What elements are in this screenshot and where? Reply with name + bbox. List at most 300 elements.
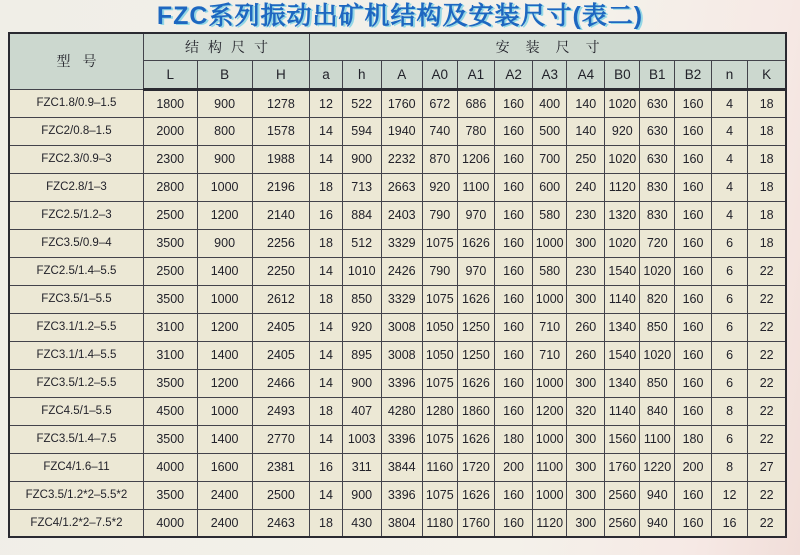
value-cell-B2: 160 bbox=[675, 313, 712, 341]
value-cell-h: 407 bbox=[342, 397, 381, 425]
value-cell-n: 6 bbox=[711, 425, 748, 453]
value-cell-a: 12 bbox=[310, 89, 343, 117]
value-cell-B2: 160 bbox=[675, 173, 712, 201]
value-cell-L: 2500 bbox=[143, 201, 197, 229]
value-cell-B0: 1340 bbox=[605, 369, 640, 397]
value-cell-A: 3804 bbox=[381, 509, 422, 537]
value-cell-a: 18 bbox=[310, 173, 343, 201]
value-cell-n: 6 bbox=[711, 369, 748, 397]
value-cell-A2: 160 bbox=[495, 229, 533, 257]
value-cell-L: 2500 bbox=[143, 257, 197, 285]
table-row bbox=[9, 397, 786, 425]
model-cell: FZC2.8/1–3 bbox=[9, 173, 143, 201]
value-cell-h: 900 bbox=[342, 145, 381, 173]
model-cell: FZC3.5/1.2–5.5 bbox=[9, 369, 143, 397]
value-cell-A4: 300 bbox=[567, 285, 605, 313]
value-cell-A4: 230 bbox=[567, 201, 605, 229]
value-cell-K: 18 bbox=[748, 229, 786, 257]
value-cell-L: 2300 bbox=[143, 145, 197, 173]
value-cell-a: 14 bbox=[310, 341, 343, 369]
value-cell-A2: 160 bbox=[495, 397, 533, 425]
model-cell: FZC3.5/0.9–4 bbox=[9, 229, 143, 257]
value-cell-h: 1003 bbox=[342, 425, 381, 453]
value-cell-L: 4000 bbox=[143, 509, 197, 537]
value-cell-B0: 1020 bbox=[605, 229, 640, 257]
value-cell-A2: 200 bbox=[495, 453, 533, 481]
value-cell-A0: 672 bbox=[422, 89, 457, 117]
value-cell-A1: 686 bbox=[457, 89, 494, 117]
model-cell: FZC4/1.2*2–7.5*2 bbox=[9, 509, 143, 537]
value-cell-A1: 1626 bbox=[457, 425, 494, 453]
value-cell-B1: 830 bbox=[640, 173, 675, 201]
value-cell-B1: 940 bbox=[640, 509, 675, 537]
value-cell-A: 3329 bbox=[381, 229, 422, 257]
value-cell-B1: 850 bbox=[640, 313, 675, 341]
value-cell-n: 4 bbox=[711, 173, 748, 201]
value-cell-A: 1940 bbox=[381, 117, 422, 145]
value-cell-A2: 160 bbox=[495, 509, 533, 537]
value-cell-B1: 630 bbox=[640, 89, 675, 117]
value-cell-B0: 1020 bbox=[605, 89, 640, 117]
value-cell-a: 18 bbox=[310, 397, 343, 425]
value-cell-A1: 1860 bbox=[457, 397, 494, 425]
column-header-a: a bbox=[310, 60, 343, 89]
value-cell-h: 1010 bbox=[342, 257, 381, 285]
value-cell-A: 3396 bbox=[381, 481, 422, 509]
value-cell-B: 1400 bbox=[197, 425, 252, 453]
model-cell: FZC3.5/1.4–7.5 bbox=[9, 425, 143, 453]
value-cell-K: 22 bbox=[748, 341, 786, 369]
value-cell-K: 18 bbox=[748, 201, 786, 229]
value-cell-A: 2403 bbox=[381, 201, 422, 229]
model-cell: FZC4/1.6–11 bbox=[9, 453, 143, 481]
value-cell-H: 2381 bbox=[252, 453, 309, 481]
value-cell-H: 1988 bbox=[252, 145, 309, 173]
value-cell-A1: 1626 bbox=[457, 285, 494, 313]
value-cell-A4: 300 bbox=[567, 509, 605, 537]
value-cell-A1: 1250 bbox=[457, 313, 494, 341]
value-cell-B: 1400 bbox=[197, 341, 252, 369]
value-cell-A1: 1760 bbox=[457, 509, 494, 537]
value-cell-B2: 160 bbox=[675, 89, 712, 117]
model-cell: FZC3.1/1.4–5.5 bbox=[9, 341, 143, 369]
value-cell-A3: 1000 bbox=[533, 369, 567, 397]
model-cell: FZC2.5/1.2–3 bbox=[9, 201, 143, 229]
column-header-A3: A3 bbox=[533, 60, 567, 89]
value-cell-h: 512 bbox=[342, 229, 381, 257]
value-cell-A3: 1000 bbox=[533, 425, 567, 453]
value-cell-A: 3329 bbox=[381, 285, 422, 313]
value-cell-H: 1578 bbox=[252, 117, 309, 145]
value-cell-A3: 700 bbox=[533, 145, 567, 173]
value-cell-B0: 1340 bbox=[605, 313, 640, 341]
table-row bbox=[9, 257, 786, 285]
value-cell-K: 22 bbox=[748, 425, 786, 453]
column-header-H: H bbox=[252, 60, 309, 89]
table-row bbox=[9, 117, 786, 145]
value-cell-h: 594 bbox=[342, 117, 381, 145]
table-row bbox=[9, 201, 786, 229]
value-cell-B: 1600 bbox=[197, 453, 252, 481]
value-cell-A0: 1050 bbox=[422, 313, 457, 341]
value-cell-B2: 160 bbox=[675, 145, 712, 173]
value-cell-A4: 300 bbox=[567, 229, 605, 257]
table-row bbox=[9, 425, 786, 453]
value-cell-A4: 140 bbox=[567, 117, 605, 145]
value-cell-K: 27 bbox=[748, 453, 786, 481]
model-cell: FZC2/0.8–1.5 bbox=[9, 117, 143, 145]
value-cell-B: 1000 bbox=[197, 397, 252, 425]
value-cell-A1: 1626 bbox=[457, 481, 494, 509]
value-cell-H: 2463 bbox=[252, 509, 309, 537]
value-cell-L: 4500 bbox=[143, 397, 197, 425]
value-cell-A: 2426 bbox=[381, 257, 422, 285]
value-cell-B2: 200 bbox=[675, 453, 712, 481]
value-cell-n: 12 bbox=[711, 481, 748, 509]
value-cell-A3: 1000 bbox=[533, 229, 567, 257]
model-cell: FZC3.5/1.2*2–5.5*2 bbox=[9, 481, 143, 509]
value-cell-B2: 160 bbox=[675, 257, 712, 285]
value-cell-A: 2663 bbox=[381, 173, 422, 201]
value-cell-A2: 160 bbox=[495, 201, 533, 229]
spec-table bbox=[8, 32, 787, 538]
value-cell-B: 1200 bbox=[197, 369, 252, 397]
value-cell-A2: 160 bbox=[495, 173, 533, 201]
value-cell-A4: 240 bbox=[567, 173, 605, 201]
value-cell-B: 800 bbox=[197, 117, 252, 145]
value-cell-B0: 1760 bbox=[605, 453, 640, 481]
value-cell-H: 2196 bbox=[252, 173, 309, 201]
value-cell-B2: 160 bbox=[675, 397, 712, 425]
value-cell-B: 1400 bbox=[197, 257, 252, 285]
value-cell-h: 884 bbox=[342, 201, 381, 229]
value-cell-B1: 1100 bbox=[640, 425, 675, 453]
value-cell-L: 3100 bbox=[143, 341, 197, 369]
value-cell-B0: 1120 bbox=[605, 173, 640, 201]
group-header-install-dimensions: 安装尺寸 bbox=[310, 33, 786, 60]
value-cell-L: 3100 bbox=[143, 313, 197, 341]
value-cell-B0: 1320 bbox=[605, 201, 640, 229]
value-cell-A2: 160 bbox=[495, 145, 533, 173]
value-cell-n: 6 bbox=[711, 341, 748, 369]
value-cell-A4: 300 bbox=[567, 369, 605, 397]
value-cell-B1: 850 bbox=[640, 369, 675, 397]
value-cell-a: 14 bbox=[310, 425, 343, 453]
value-cell-h: 900 bbox=[342, 481, 381, 509]
value-cell-H: 2466 bbox=[252, 369, 309, 397]
value-cell-A1: 970 bbox=[457, 201, 494, 229]
value-cell-H: 2250 bbox=[252, 257, 309, 285]
column-header-h: h bbox=[342, 60, 381, 89]
value-cell-B: 1000 bbox=[197, 173, 252, 201]
table-row bbox=[9, 145, 786, 173]
value-cell-A0: 1075 bbox=[422, 481, 457, 509]
value-cell-B0: 1540 bbox=[605, 341, 640, 369]
column-header-A4: A4 bbox=[567, 60, 605, 89]
value-cell-B0: 1020 bbox=[605, 145, 640, 173]
value-cell-A3: 1000 bbox=[533, 481, 567, 509]
value-cell-a: 14 bbox=[310, 145, 343, 173]
value-cell-A1: 970 bbox=[457, 257, 494, 285]
value-cell-H: 2405 bbox=[252, 313, 309, 341]
value-cell-h: 850 bbox=[342, 285, 381, 313]
value-cell-a: 14 bbox=[310, 313, 343, 341]
value-cell-A0: 1075 bbox=[422, 229, 457, 257]
value-cell-L: 2800 bbox=[143, 173, 197, 201]
value-cell-n: 4 bbox=[711, 89, 748, 117]
value-cell-A1: 1626 bbox=[457, 369, 494, 397]
value-cell-A4: 250 bbox=[567, 145, 605, 173]
table-row bbox=[9, 285, 786, 313]
value-cell-B: 1000 bbox=[197, 285, 252, 313]
value-cell-A2: 160 bbox=[495, 89, 533, 117]
value-cell-B2: 160 bbox=[675, 201, 712, 229]
value-cell-L: 3500 bbox=[143, 481, 197, 509]
column-header-B1: B1 bbox=[640, 60, 675, 89]
value-cell-A3: 580 bbox=[533, 257, 567, 285]
column-header-B2: B2 bbox=[675, 60, 712, 89]
model-cell: FZC1.8/0.9–1.5 bbox=[9, 89, 143, 117]
value-cell-A4: 320 bbox=[567, 397, 605, 425]
table-row bbox=[9, 341, 786, 369]
value-cell-A2: 160 bbox=[495, 117, 533, 145]
table-row bbox=[9, 453, 786, 481]
value-cell-B: 900 bbox=[197, 229, 252, 257]
value-cell-B1: 630 bbox=[640, 117, 675, 145]
value-cell-B1: 1020 bbox=[640, 257, 675, 285]
value-cell-A1: 1100 bbox=[457, 173, 494, 201]
value-cell-K: 22 bbox=[748, 481, 786, 509]
value-cell-A0: 790 bbox=[422, 257, 457, 285]
value-cell-h: 311 bbox=[342, 453, 381, 481]
value-cell-B: 2400 bbox=[197, 481, 252, 509]
model-cell: FZC2.5/1.4–5.5 bbox=[9, 257, 143, 285]
value-cell-A1: 1250 bbox=[457, 341, 494, 369]
value-cell-A3: 1120 bbox=[533, 509, 567, 537]
value-cell-a: 16 bbox=[310, 201, 343, 229]
value-cell-B2: 160 bbox=[675, 117, 712, 145]
value-cell-n: 6 bbox=[711, 257, 748, 285]
value-cell-K: 18 bbox=[748, 117, 786, 145]
value-cell-B1: 1220 bbox=[640, 453, 675, 481]
page-title: FZC系列振动出矿机结构及安装尺寸(表二) bbox=[156, 2, 644, 30]
value-cell-A: 4280 bbox=[381, 397, 422, 425]
value-cell-A4: 260 bbox=[567, 313, 605, 341]
value-cell-A: 3396 bbox=[381, 369, 422, 397]
value-cell-B: 900 bbox=[197, 89, 252, 117]
value-cell-n: 4 bbox=[711, 145, 748, 173]
value-cell-n: 4 bbox=[711, 117, 748, 145]
value-cell-A0: 1050 bbox=[422, 341, 457, 369]
value-cell-H: 2500 bbox=[252, 481, 309, 509]
value-cell-A3: 500 bbox=[533, 117, 567, 145]
value-cell-A3: 1000 bbox=[533, 285, 567, 313]
value-cell-A0: 1075 bbox=[422, 285, 457, 313]
table-row bbox=[9, 173, 786, 201]
table-row bbox=[9, 313, 786, 341]
value-cell-K: 22 bbox=[748, 509, 786, 537]
column-header-A0: A0 bbox=[422, 60, 457, 89]
corner-header-model: 型号 bbox=[9, 33, 143, 89]
value-cell-K: 22 bbox=[748, 369, 786, 397]
value-cell-a: 18 bbox=[310, 509, 343, 537]
value-cell-A2: 160 bbox=[495, 369, 533, 397]
value-cell-A4: 140 bbox=[567, 89, 605, 117]
value-cell-A: 3008 bbox=[381, 313, 422, 341]
table-row bbox=[9, 89, 786, 117]
model-cell: FZC2.3/0.9–3 bbox=[9, 145, 143, 173]
value-cell-A3: 580 bbox=[533, 201, 567, 229]
value-cell-h: 900 bbox=[342, 369, 381, 397]
value-cell-A4: 230 bbox=[567, 257, 605, 285]
value-cell-K: 18 bbox=[748, 145, 786, 173]
value-cell-K: 22 bbox=[748, 397, 786, 425]
value-cell-B1: 630 bbox=[640, 145, 675, 173]
value-cell-H: 2770 bbox=[252, 425, 309, 453]
value-cell-h: 895 bbox=[342, 341, 381, 369]
value-cell-B0: 1540 bbox=[605, 257, 640, 285]
value-cell-B2: 180 bbox=[675, 425, 712, 453]
value-cell-n: 6 bbox=[711, 229, 748, 257]
value-cell-a: 16 bbox=[310, 453, 343, 481]
column-header-B0: B0 bbox=[605, 60, 640, 89]
value-cell-B2: 160 bbox=[675, 369, 712, 397]
value-cell-n: 4 bbox=[711, 201, 748, 229]
value-cell-B2: 160 bbox=[675, 341, 712, 369]
value-cell-B: 900 bbox=[197, 145, 252, 173]
value-cell-A4: 300 bbox=[567, 481, 605, 509]
model-cell: FZC3.1/1.2–5.5 bbox=[9, 313, 143, 341]
column-header-A: A bbox=[381, 60, 422, 89]
value-cell-B1: 1020 bbox=[640, 341, 675, 369]
value-cell-a: 14 bbox=[310, 369, 343, 397]
value-cell-A4: 300 bbox=[567, 453, 605, 481]
value-cell-A: 2232 bbox=[381, 145, 422, 173]
value-cell-A0: 790 bbox=[422, 201, 457, 229]
value-cell-L: 1800 bbox=[143, 89, 197, 117]
value-cell-n: 6 bbox=[711, 313, 748, 341]
value-cell-a: 14 bbox=[310, 117, 343, 145]
value-cell-A3: 710 bbox=[533, 341, 567, 369]
value-cell-A1: 1206 bbox=[457, 145, 494, 173]
value-cell-h: 522 bbox=[342, 89, 381, 117]
value-cell-n: 16 bbox=[711, 509, 748, 537]
value-cell-h: 920 bbox=[342, 313, 381, 341]
value-cell-A0: 1160 bbox=[422, 453, 457, 481]
value-cell-A0: 1180 bbox=[422, 509, 457, 537]
value-cell-B0: 920 bbox=[605, 117, 640, 145]
value-cell-H: 2612 bbox=[252, 285, 309, 313]
value-cell-n: 8 bbox=[711, 397, 748, 425]
value-cell-A0: 870 bbox=[422, 145, 457, 173]
table-header bbox=[9, 33, 786, 89]
value-cell-A3: 1100 bbox=[533, 453, 567, 481]
value-cell-A4: 260 bbox=[567, 341, 605, 369]
value-cell-A0: 920 bbox=[422, 173, 457, 201]
value-cell-h: 713 bbox=[342, 173, 381, 201]
value-cell-a: 14 bbox=[310, 257, 343, 285]
table-row bbox=[9, 509, 786, 537]
value-cell-L: 3500 bbox=[143, 285, 197, 313]
value-cell-B1: 820 bbox=[640, 285, 675, 313]
value-cell-A: 3008 bbox=[381, 341, 422, 369]
value-cell-H: 2493 bbox=[252, 397, 309, 425]
value-cell-L: 3500 bbox=[143, 425, 197, 453]
value-cell-B2: 160 bbox=[675, 285, 712, 313]
value-cell-n: 6 bbox=[711, 285, 748, 313]
value-cell-A0: 1075 bbox=[422, 369, 457, 397]
value-cell-a: 18 bbox=[310, 285, 343, 313]
value-cell-L: 4000 bbox=[143, 453, 197, 481]
value-cell-A: 3396 bbox=[381, 425, 422, 453]
value-cell-A2: 160 bbox=[495, 313, 533, 341]
value-cell-B: 2400 bbox=[197, 509, 252, 537]
value-cell-B1: 720 bbox=[640, 229, 675, 257]
value-cell-A: 1760 bbox=[381, 89, 422, 117]
table-row bbox=[9, 369, 786, 397]
value-cell-B0: 1140 bbox=[605, 285, 640, 313]
column-header-K: K bbox=[748, 60, 786, 89]
value-cell-B0: 1560 bbox=[605, 425, 640, 453]
value-cell-H: 2140 bbox=[252, 201, 309, 229]
value-cell-K: 22 bbox=[748, 285, 786, 313]
value-cell-L: 3500 bbox=[143, 369, 197, 397]
group-header-structure-dimensions: 结构尺寸 bbox=[143, 33, 309, 60]
value-cell-A3: 600 bbox=[533, 173, 567, 201]
value-cell-B: 1200 bbox=[197, 313, 252, 341]
value-cell-h: 430 bbox=[342, 509, 381, 537]
value-cell-H: 2256 bbox=[252, 229, 309, 257]
value-cell-A1: 780 bbox=[457, 117, 494, 145]
value-cell-B: 1200 bbox=[197, 201, 252, 229]
value-cell-A4: 300 bbox=[567, 425, 605, 453]
value-cell-A0: 1280 bbox=[422, 397, 457, 425]
value-cell-K: 22 bbox=[748, 257, 786, 285]
column-header-L: L bbox=[143, 60, 197, 89]
value-cell-n: 8 bbox=[711, 453, 748, 481]
value-cell-K: 18 bbox=[748, 173, 786, 201]
value-cell-A1: 1720 bbox=[457, 453, 494, 481]
value-cell-A2: 160 bbox=[495, 481, 533, 509]
value-cell-H: 1278 bbox=[252, 89, 309, 117]
column-header-A1: A1 bbox=[457, 60, 494, 89]
value-cell-L: 2000 bbox=[143, 117, 197, 145]
value-cell-A3: 1200 bbox=[533, 397, 567, 425]
column-header-n: n bbox=[711, 60, 748, 89]
value-cell-B0: 2560 bbox=[605, 481, 640, 509]
value-cell-B0: 1140 bbox=[605, 397, 640, 425]
model-cell: FZC3.5/1–5.5 bbox=[9, 285, 143, 313]
value-cell-B1: 830 bbox=[640, 201, 675, 229]
value-cell-A3: 710 bbox=[533, 313, 567, 341]
value-cell-B1: 840 bbox=[640, 397, 675, 425]
column-header-B: B bbox=[197, 60, 252, 89]
value-cell-A3: 400 bbox=[533, 89, 567, 117]
value-cell-A: 3844 bbox=[381, 453, 422, 481]
value-cell-A0: 1075 bbox=[422, 425, 457, 453]
table-row bbox=[9, 481, 786, 509]
value-cell-B1: 940 bbox=[640, 481, 675, 509]
value-cell-K: 18 bbox=[748, 89, 786, 117]
value-cell-A2: 180 bbox=[495, 425, 533, 453]
value-cell-B2: 160 bbox=[675, 509, 712, 537]
value-cell-A0: 740 bbox=[422, 117, 457, 145]
value-cell-L: 3500 bbox=[143, 229, 197, 257]
value-cell-A2: 160 bbox=[495, 257, 533, 285]
value-cell-K: 22 bbox=[748, 313, 786, 341]
value-cell-A2: 160 bbox=[495, 341, 533, 369]
value-cell-a: 18 bbox=[310, 229, 343, 257]
